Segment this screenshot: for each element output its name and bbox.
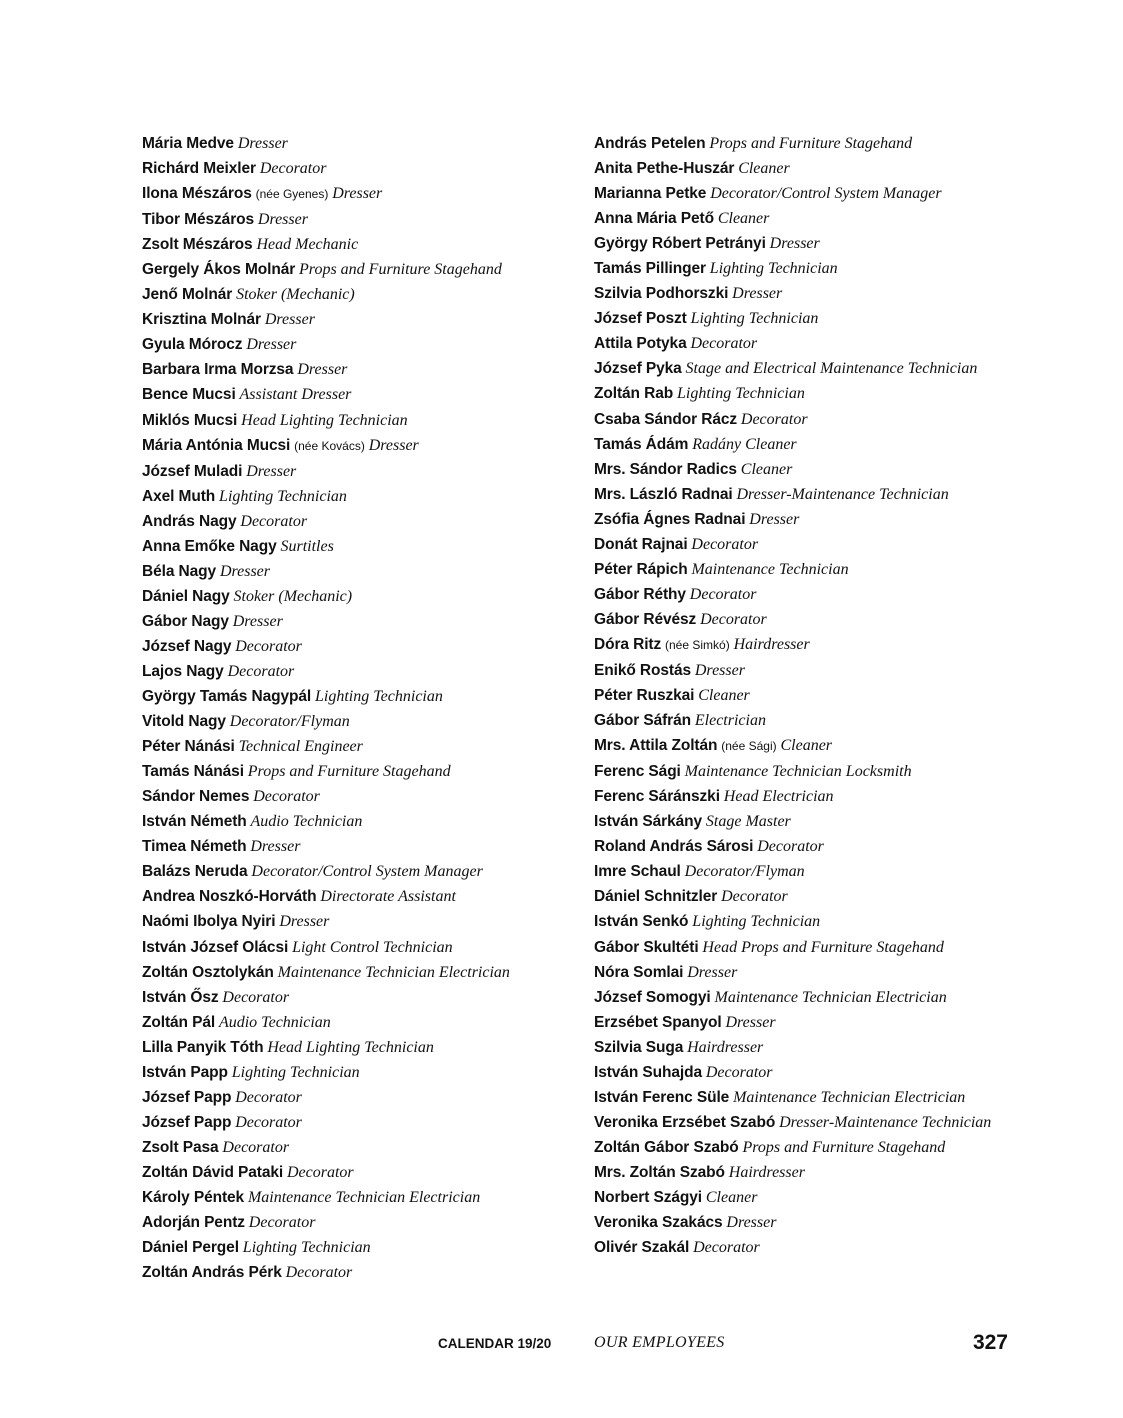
employee-role: Stoker (Mechanic) [236, 286, 355, 304]
employee-entry [594, 206, 1014, 231]
employee-role: Props and Furniture Stagehand [742, 1138, 946, 1156]
employee-name: Mrs. Zoltán Szabó [594, 1163, 725, 1181]
employee-role: Props and Furniture Stagehand [247, 763, 451, 781]
employee-name: István Sárkány [594, 813, 703, 831]
employee-name: Tibor Mészáros [142, 211, 255, 229]
employee-entry [142, 1160, 582, 1185]
employee-name: András Nagy [142, 512, 237, 530]
employee-name: Naómi Ibolya Nyiri [142, 913, 276, 931]
employee-role: Dresser [749, 510, 800, 528]
employee-name: Lajos Nagy [142, 662, 224, 680]
employee-role: Radány Cleaner [692, 435, 797, 453]
employee-name: Axel Muth [142, 487, 216, 505]
employee-role: Maintenance Technician Electrician [247, 1188, 481, 1206]
employee-entry [594, 507, 1014, 532]
employee-entry [594, 331, 1014, 356]
employee-entry [594, 582, 1014, 607]
employee-name: Donát Rajnai [594, 535, 688, 553]
employee-name: Zsolt Mészáros [142, 236, 253, 254]
employee-role: Dresser [332, 185, 383, 203]
employee-role: Decorator [227, 662, 295, 680]
employee-entry [142, 382, 582, 407]
employee-role: Dresser [694, 661, 745, 679]
employee-entry [142, 1210, 582, 1235]
employee-name: József Nagy [142, 637, 232, 655]
employee-role: Dresser-Maintenance Technician [779, 1113, 992, 1131]
employee-role: Cleaner [705, 1188, 758, 1206]
employee-entry [142, 534, 582, 559]
employee-entry [594, 356, 1014, 381]
employee-entry [142, 332, 582, 357]
employee-entry [594, 482, 1014, 507]
employee-name: Péter Rápich [594, 560, 688, 578]
employee-name: Veronika Erzsébet Szabó [594, 1113, 776, 1131]
employee-entry [142, 1110, 582, 1135]
employee-name: Adorján Pentz [142, 1214, 245, 1232]
employee-name: Vitold Nagy [142, 713, 226, 731]
employee-role: Cleaner [780, 737, 833, 755]
employee-role: Dresser [297, 361, 348, 379]
employee-role: Decorator [757, 838, 824, 856]
employee-entry [594, 231, 1014, 256]
employee-entry [142, 1010, 582, 1035]
employee-entry [142, 734, 582, 759]
employee-entry [142, 1035, 582, 1060]
employee-name: Mária Antónia Mucsi [142, 436, 291, 454]
employee-name: Erzsébet Spanyol [594, 1013, 722, 1031]
employee-role: Maintenance Technician Electrician [733, 1088, 966, 1106]
employee-entry [594, 281, 1014, 306]
employee-role: Dresser [769, 235, 820, 253]
employee-role: Stage and Electrical Maintenance Technician [685, 360, 978, 378]
employee-name: Dániel Schnitzler [594, 888, 718, 906]
employee-entry [594, 1085, 1014, 1110]
employee-role: Decorator/Control System Manager [251, 863, 483, 881]
employee-name: Zoltán Pál [142, 1013, 216, 1031]
employee-name: Gábor Réthy [594, 585, 686, 603]
employee-entry [594, 457, 1014, 482]
employee-name: Tamás Ádám [594, 435, 689, 453]
employee-entry [142, 659, 582, 684]
employee-name: Szilvia Podhorszki [594, 285, 729, 303]
employee-role: Props and Furniture Stagehand [299, 261, 502, 279]
employee-role: Assistant Dresser [239, 386, 352, 404]
employee-role: Decorator [222, 988, 290, 1006]
employee-name: József Papp [142, 1088, 232, 1106]
employee-role: Lighting Technician [242, 1239, 371, 1257]
employee-name: Péter Nánási [142, 738, 235, 756]
employee-role: Decorator [705, 1063, 773, 1081]
employee-entry [594, 1185, 1014, 1210]
employee-entry [142, 181, 582, 207]
employee-entry [142, 559, 582, 584]
employee-name: Ferenc Sági [594, 763, 681, 781]
employee-name: Zoltán Gábor Szabó [594, 1138, 739, 1156]
employee-entry [142, 1185, 582, 1210]
employee-role: Hairdresser [728, 1163, 805, 1181]
employee-name: István Ősz [142, 988, 219, 1006]
employee-name: Norbert Szágyi [594, 1188, 702, 1206]
employee-entry [594, 632, 1014, 658]
employee-name: Károly Péntek [142, 1188, 245, 1206]
employee-entry [142, 809, 582, 834]
employee-role: Decorator [691, 535, 759, 553]
employee-role: Decorator [740, 410, 808, 428]
employee-name: Gergely Ákos Molnár [142, 261, 296, 279]
employee-role: Hairdresser [733, 635, 810, 653]
employee-name: Mária Medve [142, 135, 234, 152]
employee-role: Decorator/Flyman [684, 863, 805, 881]
employee-entry [594, 557, 1014, 582]
employee-name: József Poszt [594, 310, 687, 328]
employee-name: Veronika Szakács [594, 1214, 723, 1232]
employee-entry [142, 784, 582, 809]
employee-entry [594, 733, 1014, 759]
employee-entry [142, 1135, 582, 1160]
employee-entry [142, 357, 582, 382]
employee-entry [142, 509, 582, 534]
employee-entry [594, 759, 1014, 784]
employee-entry [594, 532, 1014, 557]
employee-entry [594, 859, 1014, 884]
employee-role: Dresser [250, 838, 301, 856]
employee-entry [142, 232, 582, 257]
employee-entry [594, 1035, 1014, 1060]
employee-entry [142, 1260, 582, 1285]
employee-list-right-column [594, 131, 1014, 1260]
employee-role: Lighting Technician [690, 310, 819, 328]
employee-role: Decorator [285, 1264, 353, 1282]
employee-name: József Pyka [594, 360, 682, 378]
employee-role: Decorator/Control System Manager [710, 185, 942, 203]
employee-name: Anita Pethe-Huszár [594, 160, 735, 178]
employee-entry [594, 607, 1014, 632]
employee-list-left-column [142, 131, 582, 1285]
employee-role: Maintenance Technician Electrician [277, 963, 510, 981]
employee-entry [142, 834, 582, 859]
employee-name: Jenő Molnár [142, 286, 233, 304]
employee-name: Csaba Sándor Rácz [594, 410, 738, 428]
employee-role: Maintenance Technician Electrician [714, 988, 947, 1006]
employee-maiden-name-note: (née Sági) [721, 739, 777, 754]
employee-entry [594, 935, 1014, 960]
employee-name: Mrs. László Radnai [594, 485, 733, 503]
employee-entry [594, 909, 1014, 934]
employee-name: György Tamás Nagypál [142, 688, 312, 706]
employee-name: Zsolt Pasa [142, 1138, 219, 1156]
employee-name: István Papp [142, 1063, 228, 1081]
employee-name: Olivér Szakál [594, 1239, 690, 1257]
employee-role: Decorator [235, 1113, 302, 1131]
employee-entry [142, 709, 582, 734]
employee-entry [594, 960, 1014, 985]
employee-role: Dresser [257, 211, 308, 229]
employee-name: István Németh [142, 813, 247, 831]
employee-role: Head Mechanic [256, 236, 359, 254]
employee-role: Decorator/Flyman [229, 713, 350, 731]
employee-role: Decorator [693, 1239, 760, 1257]
employee-role: Dresser [237, 135, 288, 152]
employee-name: Miklós Mucsi [142, 411, 238, 429]
employee-name: Gábor Sáfrán [594, 712, 691, 730]
employee-name: Péter Ruszkai [594, 687, 695, 705]
employee-name: Dániel Nagy [142, 587, 230, 605]
employee-entry [142, 859, 582, 884]
employee-role: Light Control Technician [292, 938, 453, 956]
employee-entry [142, 156, 582, 181]
employee-role: Surtitles [280, 537, 334, 555]
employee-entry [142, 1085, 582, 1110]
employee-role: Head Props and Furniture Stagehand [702, 938, 944, 956]
employee-role: Audio Technician [250, 813, 363, 831]
employee-entry [594, 834, 1014, 859]
employee-name: Zoltán András Pérk [142, 1264, 282, 1282]
employee-entry [142, 207, 582, 232]
employee-entry [594, 1060, 1014, 1085]
employee-maiden-name-note: (née Gyenes) [255, 187, 329, 202]
employee-role: Dresser [219, 562, 271, 580]
employee-role: Head Lighting Technician [241, 411, 408, 429]
employee-role: Decorator [222, 1138, 290, 1156]
page-footer [0, 1333, 1123, 1357]
employee-name: Gyula Mórocz [142, 336, 243, 354]
employee-role: Decorator [235, 1088, 302, 1106]
employee-name: Krisztina Molnár [142, 311, 261, 329]
employee-entry [142, 257, 582, 282]
employee-role: Dresser [246, 462, 297, 480]
employee-name: István Ferenc Süle [594, 1088, 730, 1106]
employee-entry [594, 1010, 1014, 1035]
employee-maiden-name-note: (née Simkó) [665, 637, 730, 652]
employee-name: Dóra Ritz [594, 635, 662, 653]
employee-entry [142, 985, 582, 1010]
employee-role: Dresser [687, 963, 738, 981]
employee-entry [594, 381, 1014, 406]
employee-name: Gábor Nagy [142, 612, 229, 630]
employee-name: Dániel Pergel [142, 1239, 239, 1257]
employee-entry [142, 909, 582, 934]
employee-entry [594, 407, 1014, 432]
employee-entry [594, 683, 1014, 708]
employee-entry [594, 1135, 1014, 1160]
employee-entry [142, 131, 582, 156]
employee-role: Technical Engineer [238, 738, 363, 756]
employee-name: Ferenc Sáránszki [594, 788, 720, 806]
employee-entry [594, 658, 1014, 683]
employee-name: Imre Schaul [594, 863, 681, 881]
employee-entry [594, 131, 1014, 156]
employee-entry [142, 609, 582, 634]
employee-entry [142, 433, 582, 459]
page-number: 327 [972, 1331, 1008, 1354]
employee-name: Anna Emőke Nagy [142, 537, 277, 555]
employee-role: Dresser [264, 311, 315, 329]
employee-name: Andrea Noszkó-Horváth [142, 888, 317, 906]
employee-role: Decorator [248, 1214, 316, 1232]
employee-entry [594, 985, 1014, 1010]
employee-role: Decorator [259, 160, 327, 178]
employee-name: Lilla Panyik Tóth [142, 1038, 264, 1056]
employee-role: Head Electrician [723, 788, 834, 806]
employee-name: Béla Nagy [142, 562, 217, 580]
employee-entry [594, 1210, 1014, 1235]
employee-name: Ilona Mészáros [142, 185, 252, 203]
employee-role: Stoker (Mechanic) [233, 587, 353, 605]
employee-name: István Suhajda [594, 1063, 702, 1081]
employee-name: József Muladi [142, 462, 243, 480]
employee-name: Tamás Pillinger [594, 260, 706, 278]
employee-name: Mrs. Attila Zoltán [594, 737, 718, 755]
employee-entry [142, 459, 582, 484]
employee-entry [142, 634, 582, 659]
employee-name: Zoltán Osztolykán [142, 963, 274, 981]
employee-role: Cleaner [738, 160, 790, 178]
employee-entry [594, 306, 1014, 331]
employee-name: György Róbert Petrányi [594, 235, 766, 253]
employee-name: Gábor Skultéti [594, 938, 699, 956]
employee-role: Dresser [232, 612, 283, 630]
employee-role: Electrician [694, 712, 766, 730]
employee-role: Lighting Technician [231, 1063, 360, 1081]
employee-role: Lighting Technician [219, 487, 347, 505]
employee-entry [594, 784, 1014, 809]
employee-entry [142, 935, 582, 960]
employee-role: Decorator [721, 888, 788, 906]
employee-name: Sándor Nemes [142, 788, 250, 806]
employee-name: Zoltán Dávid Pataki [142, 1163, 284, 1181]
employee-entry [142, 484, 582, 509]
employee-role: Stage Master [705, 813, 791, 831]
employee-entry [142, 584, 582, 609]
employee-entry [142, 960, 582, 985]
employee-entry [142, 759, 582, 784]
employee-role: Hairdresser [687, 1038, 764, 1056]
employee-entry [142, 307, 582, 332]
employee-name: Nóra Somlai [594, 963, 684, 981]
employee-role: Dresser-Maintenance Technician [736, 485, 949, 503]
employee-role: Dresser [726, 1214, 777, 1232]
employee-role: Head Lighting Technician [267, 1038, 434, 1056]
employee-role: Cleaner [717, 210, 770, 228]
employee-role: Dresser [368, 436, 419, 454]
employee-name: Enikő Rostás [594, 661, 691, 679]
employee-entry [594, 708, 1014, 733]
employee-name: Zoltán Rab [594, 385, 674, 403]
employee-entry [142, 282, 582, 307]
employee-name: István József Olácsi [142, 938, 289, 956]
employee-name: József Papp [142, 1113, 232, 1131]
employee-role: Directorate Assistant [320, 888, 456, 906]
employee-role: Dresser [732, 285, 783, 303]
employee-role: Dresser [725, 1013, 776, 1031]
employee-entry [594, 256, 1014, 281]
employee-role: Cleaner [698, 687, 750, 705]
employee-entry [142, 684, 582, 709]
employee-entry [142, 884, 582, 909]
employee-name: Roland András Sárosi [594, 838, 754, 856]
employee-name: Attila Potyka [594, 335, 687, 353]
employee-name: Gábor Révész [594, 610, 697, 628]
employee-role: Decorator [689, 585, 757, 603]
employee-name: Richárd Meixler [142, 160, 256, 178]
employee-name: András Petelen [594, 135, 706, 152]
employee-name: Anna Mária Pető [594, 210, 714, 228]
employee-role: Lighting Technician [315, 688, 443, 706]
employee-entry [594, 809, 1014, 834]
employee-role: Maintenance Technician [691, 560, 849, 578]
footer-section-title: OUR EMPLOYEES [594, 1334, 725, 1351]
employee-maiden-name-note: (née Kovács) [294, 438, 365, 453]
employee-name: Bence Mucsi [142, 386, 236, 404]
employee-entry [594, 1110, 1014, 1135]
employee-name: Timea Németh [142, 838, 247, 856]
employee-name: Tamás Nánási [142, 763, 244, 781]
employee-name: Mrs. Sándor Radics [594, 460, 737, 478]
employee-role: Lighting Technician [709, 260, 838, 278]
employee-entry [594, 1235, 1014, 1260]
footer-publication-label: CALENDAR 19/20 [438, 1336, 552, 1351]
employee-name: Zsófia Ágnes Radnai [594, 510, 746, 528]
employee-role: Decorator [690, 335, 758, 353]
employee-entry [142, 1060, 582, 1085]
employee-role: Maintenance Technician Locksmith [684, 763, 912, 781]
employee-name: Balázs Neruda [142, 863, 248, 881]
employee-entry [594, 1160, 1014, 1185]
employee-role: Decorator [240, 512, 308, 530]
employee-role: Decorator [286, 1163, 354, 1181]
employee-name: Szilvia Suga [594, 1038, 684, 1056]
employee-role: Audio Technician [218, 1013, 331, 1031]
employee-role: Dresser [246, 336, 297, 354]
employee-role: Lighting Technician [676, 385, 805, 403]
employee-entry [594, 181, 1014, 206]
employee-name: Marianna Petke [594, 185, 707, 203]
employee-entry [594, 432, 1014, 457]
employee-role: Decorator [253, 788, 320, 806]
employee-role: Cleaner [740, 460, 793, 478]
employee-name: Barbara Irma Morzsa [142, 361, 294, 379]
employee-role: Decorator [700, 610, 767, 628]
employee-role: Props and Furniture Stagehand [709, 135, 913, 152]
employee-entry [594, 884, 1014, 909]
employee-role: Dresser [279, 913, 330, 931]
employee-entry [142, 1235, 582, 1260]
employee-entry [594, 156, 1014, 181]
employee-name: József Somogyi [594, 988, 711, 1006]
employee-role: Decorator [235, 637, 302, 655]
employee-name: István Senkó [594, 913, 689, 931]
employee-role: Lighting Technician [692, 913, 821, 931]
employee-entry [142, 408, 582, 433]
